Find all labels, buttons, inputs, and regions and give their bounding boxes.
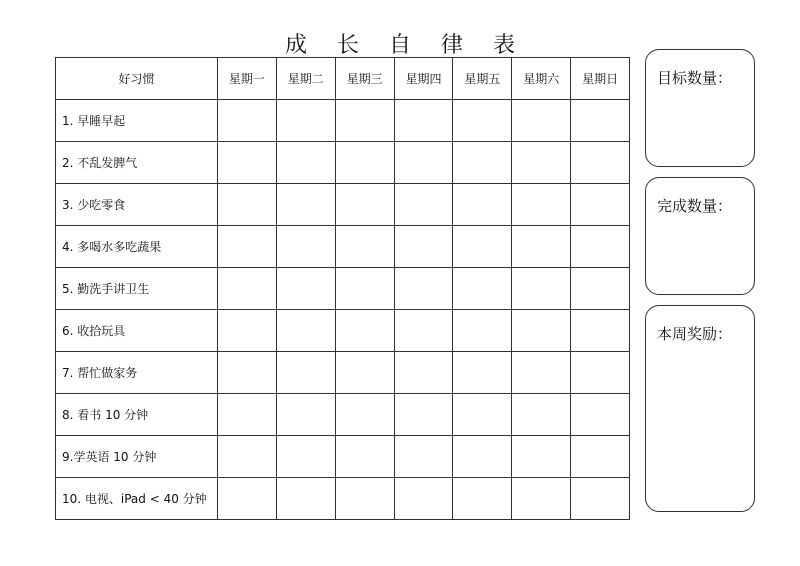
habit-name: 8. 看书 10 分钟	[56, 394, 218, 436]
target-count-label: 目标数量：	[657, 69, 733, 87]
completed-count-label: 完成数量：	[657, 197, 733, 215]
table-row	[56, 478, 630, 520]
check-cell[interactable]	[571, 436, 630, 478]
header-day-sat: 星期六	[512, 58, 571, 100]
check-cell[interactable]	[276, 100, 335, 142]
check-cell[interactable]	[335, 310, 394, 352]
weekly-reward-box[interactable]	[645, 305, 755, 512]
check-cell[interactable]	[335, 436, 394, 478]
check-cell[interactable]	[276, 352, 335, 394]
check-cell[interactable]	[276, 478, 335, 520]
check-cell[interactable]	[453, 184, 512, 226]
check-cell[interactable]	[512, 352, 571, 394]
check-cell[interactable]	[394, 142, 453, 184]
habit-name: 6. 收拾玩具	[56, 310, 218, 352]
check-cell[interactable]	[218, 226, 277, 268]
check-cell[interactable]	[335, 352, 394, 394]
check-cell[interactable]	[512, 478, 571, 520]
table-row	[56, 100, 630, 142]
check-cell[interactable]	[571, 268, 630, 310]
habit-name: 9.学英语 10 分钟	[56, 436, 218, 478]
target-count-box[interactable]	[645, 49, 755, 167]
header-day-tue: 星期二	[276, 58, 335, 100]
table-row	[56, 394, 630, 436]
check-cell[interactable]	[394, 226, 453, 268]
habit-name: 2. 不乱发脾气	[56, 142, 218, 184]
check-cell[interactable]	[453, 100, 512, 142]
check-cell[interactable]	[453, 478, 512, 520]
header-day-wed: 星期三	[335, 58, 394, 100]
check-cell[interactable]	[453, 394, 512, 436]
check-cell[interactable]	[218, 268, 277, 310]
check-cell[interactable]	[276, 436, 335, 478]
table-row	[56, 268, 630, 310]
check-cell[interactable]	[218, 184, 277, 226]
check-cell[interactable]	[335, 268, 394, 310]
check-cell[interactable]	[453, 310, 512, 352]
header-row	[56, 58, 630, 100]
check-cell[interactable]	[394, 310, 453, 352]
habit-name: 7. 帮忙做家务	[56, 352, 218, 394]
check-cell[interactable]	[335, 184, 394, 226]
check-cell[interactable]	[218, 478, 277, 520]
table-row	[56, 226, 630, 268]
check-cell[interactable]	[453, 436, 512, 478]
table-row	[56, 310, 630, 352]
check-cell[interactable]	[571, 394, 630, 436]
check-cell[interactable]	[394, 100, 453, 142]
check-cell[interactable]	[453, 268, 512, 310]
check-cell[interactable]	[394, 268, 453, 310]
check-cell[interactable]	[276, 142, 335, 184]
check-cell[interactable]	[218, 310, 277, 352]
check-cell[interactable]	[394, 184, 453, 226]
check-cell[interactable]	[394, 352, 453, 394]
check-cell[interactable]	[571, 100, 630, 142]
check-cell[interactable]	[276, 226, 335, 268]
check-cell[interactable]	[218, 436, 277, 478]
check-cell[interactable]	[276, 310, 335, 352]
check-cell[interactable]	[453, 352, 512, 394]
check-cell[interactable]	[512, 310, 571, 352]
header-day-mon: 星期一	[218, 58, 277, 100]
table-row	[56, 184, 630, 226]
table-row	[56, 436, 630, 478]
table-row	[56, 352, 630, 394]
check-cell[interactable]	[512, 184, 571, 226]
check-cell[interactable]	[512, 394, 571, 436]
check-cell[interactable]	[335, 478, 394, 520]
check-cell[interactable]	[571, 226, 630, 268]
check-cell[interactable]	[571, 142, 630, 184]
check-cell[interactable]	[276, 394, 335, 436]
check-cell[interactable]	[512, 436, 571, 478]
check-cell[interactable]	[453, 226, 512, 268]
check-cell[interactable]	[571, 352, 630, 394]
check-cell[interactable]	[453, 142, 512, 184]
check-cell[interactable]	[512, 226, 571, 268]
header-day-thu: 星期四	[394, 58, 453, 100]
check-cell[interactable]	[571, 310, 630, 352]
check-cell[interactable]	[335, 142, 394, 184]
page-title: 成长自律表	[284, 33, 545, 58]
table-row	[56, 142, 630, 184]
check-cell[interactable]	[335, 226, 394, 268]
check-cell[interactable]	[512, 268, 571, 310]
check-cell[interactable]	[394, 394, 453, 436]
check-cell[interactable]	[218, 352, 277, 394]
check-cell[interactable]	[276, 184, 335, 226]
habit-name: 4. 多喝水多吃蔬果	[56, 226, 218, 268]
habit-name: 10. 电视、iPad < 40 分钟	[56, 478, 218, 520]
habit-name: 1. 早睡早起	[56, 100, 218, 142]
check-cell[interactable]	[512, 100, 571, 142]
header-day-sun: 星期日	[571, 58, 630, 100]
check-cell[interactable]	[394, 478, 453, 520]
check-cell[interactable]	[335, 100, 394, 142]
completed-count-box[interactable]	[645, 177, 755, 295]
header-habit: 好习惯	[56, 58, 218, 100]
header-day-fri: 星期五	[453, 58, 512, 100]
habit-table	[55, 57, 630, 520]
check-cell[interactable]	[512, 142, 571, 184]
check-cell[interactable]	[571, 184, 630, 226]
check-cell[interactable]	[394, 436, 453, 478]
weekly-reward-label: 本周奖励：	[657, 325, 733, 343]
habit-name: 5. 勤洗手讲卫生	[56, 268, 218, 310]
check-cell[interactable]	[218, 142, 277, 184]
check-cell[interactable]	[571, 478, 630, 520]
check-cell[interactable]	[218, 100, 277, 142]
check-cell[interactable]	[335, 394, 394, 436]
check-cell[interactable]	[276, 268, 335, 310]
habit-name: 3. 少吃零食	[56, 184, 218, 226]
check-cell[interactable]	[218, 394, 277, 436]
